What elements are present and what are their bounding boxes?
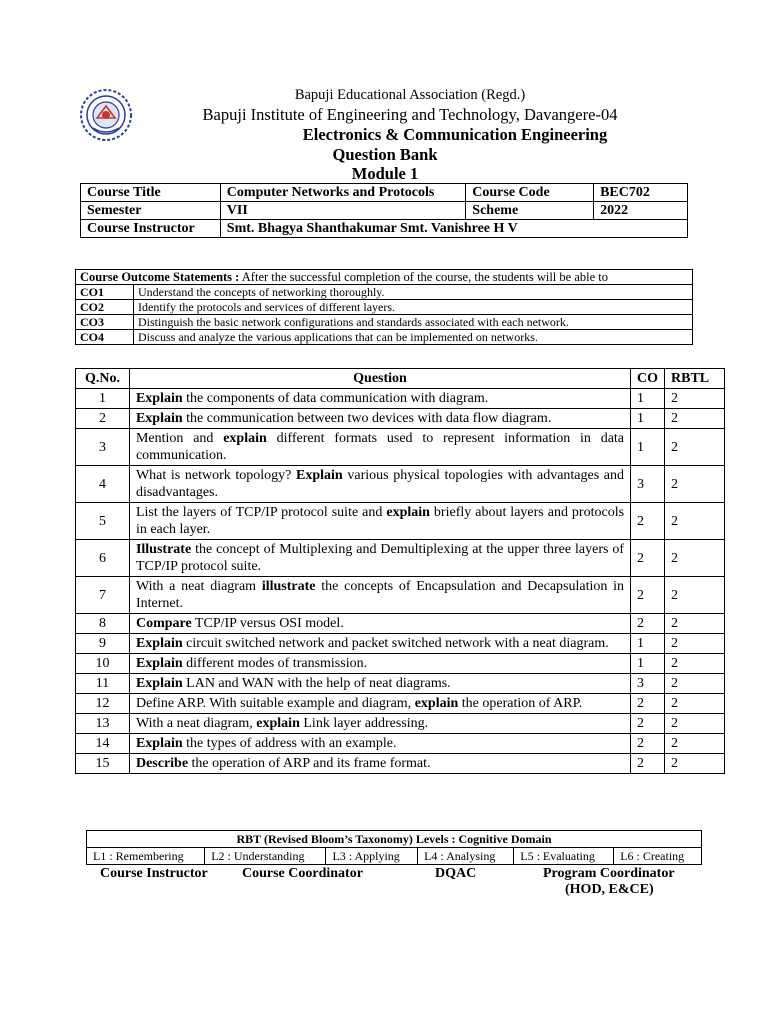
question-keyword: Explain [135,736,183,751]
question-rbtl: 2 [665,429,725,466]
question-keyword: Explain [135,656,183,671]
semester-label: Semester [81,202,221,220]
question-text-part: the operation of ARP. [458,696,583,711]
question-number: 8 [76,614,130,634]
question-row [76,754,725,774]
question-text [129,634,630,654]
course-title-value: Computer Networks and Protocols [220,184,465,202]
col-header-question: Question [129,369,630,389]
question-number: 2 [76,409,130,429]
question-co: 2 [631,614,665,634]
question-text [129,734,630,754]
question-text-part: the operation of ARP and its frame format. [188,756,431,771]
rbt-level: L6 : Creating [614,848,702,865]
question-number: 3 [76,429,130,466]
question-co: 1 [631,654,665,674]
signature-course-instructor: Course Instructor [100,866,208,881]
question-co: 2 [631,714,665,734]
outcome-code: CO4 [76,330,134,345]
question-rbtl: 2 [665,503,725,540]
question-rbtl: 2 [665,389,725,409]
question-text [129,694,630,714]
rbt-title: RBT (Revised Bloom’s Taxonomy) Levels : Cognitive Domain [87,831,702,848]
question-keyword: Explain [296,468,343,483]
scheme-value: 2022 [594,202,688,220]
question-text-part: With a neat diagram, [135,716,257,731]
course-info-table [80,183,688,238]
outcome-text: Understand the concepts of networking thoroughly. [134,285,693,300]
question-co: 2 [631,734,665,754]
question-row [76,409,725,429]
question-text-part: briefly about layers and protocols in each layer. [135,505,625,537]
question-row [76,634,725,654]
question-row [76,734,725,754]
outcomes-heading-bold: Course Outcome Statements : [80,270,240,284]
rbt-level: L1 : Remembering [87,848,205,865]
outcomes-list [76,285,693,345]
question-co: 1 [631,634,665,654]
question-keyword: Describe [135,756,189,771]
rbt-level: L2 : Understanding [205,848,326,865]
question-rbtl: 2 [665,540,725,577]
question-rbtl: 2 [665,754,725,774]
question-co: 2 [631,503,665,540]
document-type: Question Bank [332,145,438,164]
question-row [76,577,725,614]
question-row [76,654,725,674]
question-text-part: Define ARP. With suitable example and diagram, [135,696,415,711]
question-keyword: illustrate [261,579,316,594]
question-co: 1 [631,429,665,466]
question-text [129,409,630,429]
question-text [129,654,630,674]
question-row [76,503,725,540]
scheme-label: Scheme [466,202,594,220]
course-title-label: Course Title [81,184,221,202]
outcome-text: Discuss and analyze the various applications that can be implemented on networks. [134,330,693,345]
question-text-part: different modes of transmission. [182,656,368,671]
question-co: 3 [631,674,665,694]
table-row [81,220,688,238]
institute-seal-icon [79,88,133,142]
table-row [81,184,688,202]
question-text-part: the components of data communication with diagram. [182,391,489,406]
outcomes-heading [76,270,693,285]
outcome-text: Identify the protocols and services of different layers. [134,300,693,315]
question-row [76,429,725,466]
rbt-level: L3 : Applying [326,848,418,865]
institute-name: Bapuji Institute of Engineering and Technology, Davangere-04 [202,105,618,124]
question-text-part: the types of address with an example. [182,736,397,751]
question-keyword: explain [256,716,300,731]
question-text-part: List the layers of TCP/IP protocol suite and [135,505,387,520]
question-co: 2 [631,754,665,774]
question-number: 12 [76,694,130,714]
question-text [129,754,630,774]
question-rbtl: 2 [665,734,725,754]
question-keyword: explain [223,431,267,446]
signature-hod: (HOD, E&CE) [565,882,654,897]
question-keyword: Illustrate [135,542,192,557]
question-text-part: Mention and [135,431,224,446]
question-text [129,540,630,577]
question-keyword: Explain [135,676,183,691]
question-co: 2 [631,577,665,614]
question-keyword: Compare [135,616,192,631]
table-row [76,270,693,285]
signature-program-coordinator: Program Coordinator [543,866,675,881]
question-text [129,714,630,734]
table-row [81,202,688,220]
question-rbtl: 2 [665,577,725,614]
question-text-part: various physical topologies with advantages and disadvantages. [135,468,625,500]
rbt-level: L4 : Analysing [418,848,514,865]
association-name: Bapuji Educational Association (Regd.) [294,87,526,103]
module-title: Module 1 [351,164,419,183]
course-code-value: BEC702 [594,184,688,202]
outcome-code: CO3 [76,315,134,330]
signature-dqac: DQAC [435,866,477,881]
question-row [76,389,725,409]
question-text [129,674,630,694]
outcome-text: Distinguish the basic network configurations and standards associated with each network. [134,315,693,330]
question-row [76,714,725,734]
table-header-row [76,369,725,389]
question-rbtl: 2 [665,614,725,634]
question-keyword: Explain [135,391,183,406]
question-text-part: the communication between two devices with data flow diagram. [182,411,552,426]
question-number: 1 [76,389,130,409]
question-text-part: LAN and WAN with the help of neat diagrams. [182,676,451,691]
outcome-row [76,300,693,315]
col-header-rbtl: RBTL [665,369,725,389]
col-header-co: CO [631,369,665,389]
question-rbtl: 2 [665,694,725,714]
question-text [129,429,630,466]
question-number: 9 [76,634,130,654]
questions-table [75,368,725,774]
question-text-part: With a neat diagram [135,579,262,594]
question-number: 14 [76,734,130,754]
table-row [87,831,702,848]
question-co: 2 [631,540,665,577]
signature-course-coordinator: Course Coordinator [242,866,363,881]
rbt-levels-row [87,848,702,865]
question-number: 5 [76,503,130,540]
outcome-code: CO2 [76,300,134,315]
question-text-part: Link layer addressing. [299,716,429,731]
question-row [76,694,725,714]
institute-logo [79,88,133,142]
outcome-row [76,330,693,345]
question-text [129,503,630,540]
course-code-label: Course Code [466,184,594,202]
questions-list [76,389,725,774]
question-number: 7 [76,577,130,614]
question-row [76,674,725,694]
question-text-part: TCP/IP versus OSI model. [191,616,344,631]
question-co: 1 [631,409,665,429]
question-number: 10 [76,654,130,674]
question-row [76,540,725,577]
question-text [129,389,630,409]
question-text [129,577,630,614]
question-text-part: different formats used to represent information in data communication. [135,431,625,463]
question-number: 6 [76,540,130,577]
question-number: 11 [76,674,130,694]
question-text [129,466,630,503]
course-outcomes-table [75,269,693,345]
instructor-label: Course Instructor [81,220,221,238]
question-text-part: circuit switched network and packet switched network with a neat diagram. [182,636,609,651]
rbt-level: L5 : Evaluating [514,848,614,865]
department-name: Electronics & Communication Engineering [302,125,608,144]
question-keyword: Explain [135,636,183,651]
question-rbtl: 2 [665,714,725,734]
question-number: 13 [76,714,130,734]
question-keyword: explain [386,505,430,520]
question-number: 15 [76,754,130,774]
question-text [129,614,630,634]
rbt-levels-table [86,830,702,865]
question-co: 1 [631,389,665,409]
outcome-row [76,315,693,330]
question-rbtl: 2 [665,654,725,674]
question-text-part: What is network topology? [135,468,297,483]
outcome-row [76,285,693,300]
question-co: 3 [631,466,665,503]
instructor-value: Smt. Bhagya Shanthakumar Smt. Vanishree H V [220,220,687,238]
question-text-part: the concept of Multiplexing and Demultiplexing at the upper three layers of TCP/IP protocol suite. [135,542,625,574]
question-row [76,614,725,634]
question-keyword: Explain [135,411,183,426]
question-rbtl: 2 [665,674,725,694]
semester-value: VII [220,202,465,220]
question-co: 2 [631,694,665,714]
question-rbtl: 2 [665,634,725,654]
question-number: 4 [76,466,130,503]
question-rbtl: 2 [665,466,725,503]
question-keyword: explain [414,696,459,711]
question-text-part: the concepts of Encapsulation and Decapsulation in Internet. [135,579,625,611]
col-header-qno: Q.No. [76,369,130,389]
outcome-code: CO1 [76,285,134,300]
question-rbtl: 2 [665,409,725,429]
question-row [76,466,725,503]
outcomes-heading-text: After the successful completion of the course, the students will be able to [239,270,608,284]
